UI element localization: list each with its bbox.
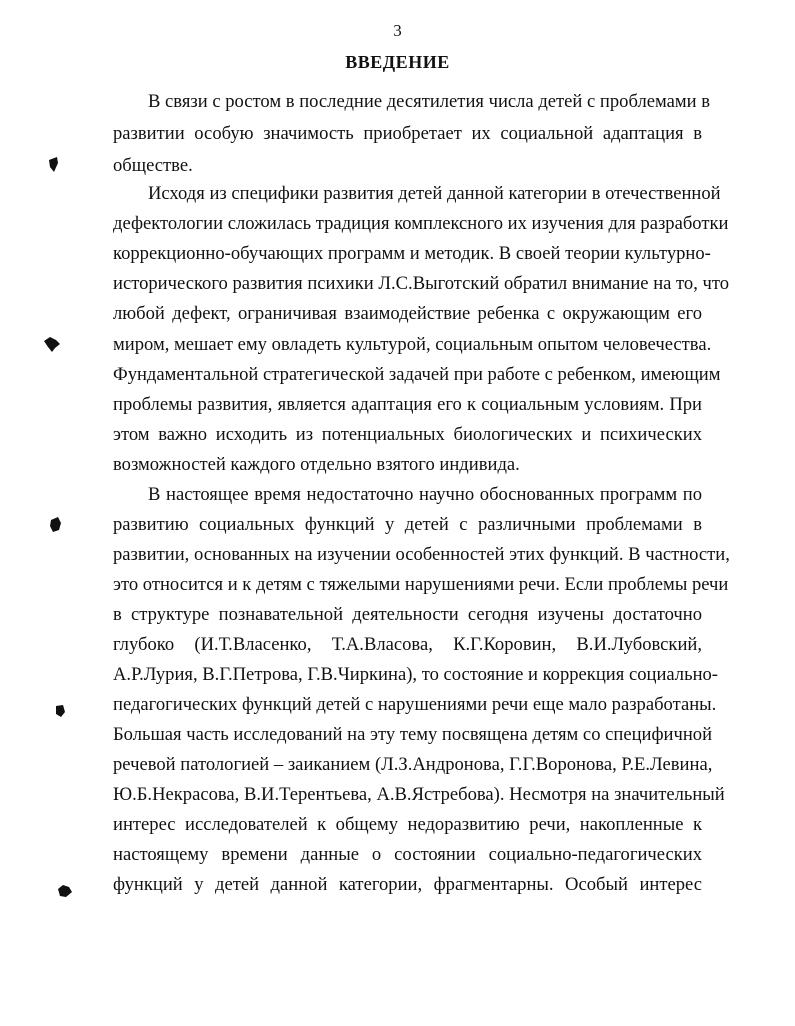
- page-number: 3: [393, 21, 402, 40]
- text-line: В настоящее время недостаточно научно обоснованных программ по: [148, 484, 702, 505]
- scan-speck: [58, 885, 72, 897]
- text-line: глубоко (И.Т.Власенко, Т.А.Власова, К.Г.Коровин, В.И.Лубовский,: [113, 634, 702, 655]
- text-line: Исходя из специфики развития детей данной категории в отечественной: [148, 183, 721, 204]
- text-line: коррекционно-обучающих программ и методик. В своей теории культурно-: [113, 243, 711, 264]
- text-line: это относится и к детям с тяжелыми нарушениями речи. Если проблемы речи: [113, 574, 729, 595]
- text-line: развитии особую значимость приобретает их социальной адаптация в: [113, 123, 702, 144]
- page-title: ВВЕДЕНИЕ: [345, 52, 450, 72]
- text-line: обществе.: [113, 155, 193, 176]
- text-line: миром, мешает ему овладеть культурой, социальным опытом человечества.: [113, 334, 712, 355]
- text-line: развитии, основанных на изучении особенностей этих функций. В частности,: [113, 544, 730, 565]
- text-line: речевой патологией – заиканием (Л.З.Андронова, Г.Г.Воронова, Р.Е.Левина,: [113, 754, 713, 775]
- text-line: развитию социальных функций у детей с различными проблемами в: [113, 514, 702, 535]
- text-line: этом важно исходить из потенциальных биологических и психических: [113, 424, 702, 445]
- text-line: в структуре познавательной деятельности сегодня изучены достаточно: [113, 604, 702, 625]
- text-line: исторического развития психики Л.С.Выготский обратил внимание на то, что: [113, 273, 730, 294]
- text-line: проблемы развития, является адаптация его к социальным условиям. При: [113, 394, 702, 415]
- text-line: Фундаментальной стратегической задачей при работе с ребенком, имеющим: [113, 364, 721, 385]
- text-line: интерес исследователей к общему недоразвитию речи, накопленные к: [113, 814, 702, 835]
- scan-speck: [44, 337, 60, 352]
- scan-speck: [56, 705, 65, 717]
- scan-speck: [49, 157, 58, 172]
- text-line: педагогических функций детей с нарушениями речи еще мало разработаны.: [113, 694, 717, 715]
- scan-speck: [50, 517, 61, 532]
- text-line: возможностей каждого отдельно взятого индивида.: [113, 454, 520, 475]
- text-line: дефектологии сложилась традиция комплексного их изучения для разработки: [113, 213, 729, 234]
- text-line: функций у детей данной категории, фрагментарны. Особый интерес: [113, 874, 702, 895]
- text-line: любой дефект, ограничивая взаимодействие ребенка с окружающим его: [113, 303, 702, 324]
- text-line: А.Р.Лурия, В.Г.Петрова, Г.В.Чиркина), то состояние и коррекция социально-: [113, 664, 719, 685]
- text-line: В связи с ростом в последние десятилетия числа детей с проблемами в: [148, 91, 711, 112]
- text-line: Ю.Б.Некрасова, В.И.Терентьева, А.В.Ястребова). Несмотря на значительный: [113, 784, 725, 805]
- text-line: Большая часть исследований на эту тему посвящена детям со специфичной: [113, 724, 713, 745]
- text-line: настоящему времени данные о состоянии социально-педагогических: [113, 844, 702, 865]
